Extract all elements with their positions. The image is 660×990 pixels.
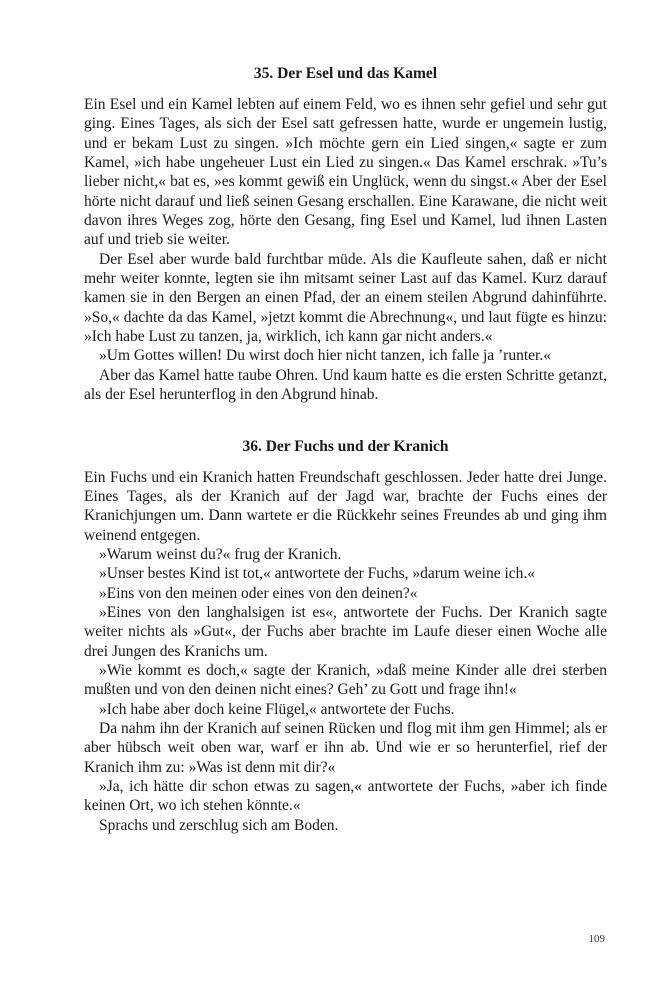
paragraph: »Ja, ich hätte dir schon etwas zu sagen,« antwortete der Fuchs, »aber ich finde keinen Ort, wo ich stehen könnte.« — [84, 778, 607, 815]
paragraph: Ein Fuchs und ein Kranich hatten Freundschaft geschlossen. Jeder hatte drei Junge. Eines Tages, als der Kranich auf der Jagd war, brachte der Fuchs eines der Kranichjungen um. Dann wartete er die Rückkehr seines Freundes ab und ging ihm weinend entgegen. — [84, 468, 607, 544]
paragraph: »Um Gottes willen! Du wirst doch hier nicht tanzen, ich falle ja ’runter.« — [99, 347, 551, 365]
story-title: 35. Der Esel und das Kamel — [253, 65, 438, 82]
paragraph: »Ich habe aber doch keine Flügel,« antwortete der Fuchs. — [99, 700, 455, 718]
paragraph: Aber das Kamel hatte taube Ohren. Und kaum hatte es die ersten Schritte getanzt, als der Esel herunterflog in den Abgrund hinab. — [84, 366, 607, 404]
book-page — [84, 64, 607, 835]
story-title: 36. Der Fuchs und der Kranich — [242, 437, 449, 455]
paragraph: Ein Esel und ein Kamel lebten auf einem Feld, wo es ihnen sehr gefiel und sehr gut ging. Eines Tages, als sich der Esel satt gefressen hatte, wurde er ungemein lustig, und er bekam Lust zu singen. »Ich möchte gern ein Lied singen,« sagte er zum Kamel, »ich habe ungeheuer Lust ein Lied zu singen.« Das Kamel erschrak. »Tu’s lieber nicht,« bat es, »es kommt gewiß ein Unglück, wenn du singst.« Aber der Esel hörte nicht darauf und ließ seinen Gesang erschallen. Eine Karawane, die nicht weit davon ihres Weges zog, hörte den Gesang, fing Esel und Kamel, lud ihnen Lasten auf und trieb sie weiter. — [84, 96, 607, 249]
paragraph: Da nahm ihn der Kranich auf seinen Rücken und flog mit ihm gen Himmel; als er aber hübsch weit oben war, warf er ihn ab. Und wie er so herunterfiel, rief der Kranich ihm zu: »Was ist denn mit dir?« — [84, 719, 607, 776]
story-fuchs-und-kranich — [84, 437, 607, 836]
page-number: 109 — [588, 933, 605, 945]
paragraph: Sprachs und zerschlug sich am Boden. — [99, 816, 339, 834]
paragraph: »Unser bestes Kind ist tot,« antwortete der Fuchs, »darum weine ich.« — [99, 565, 536, 583]
paragraph: »Wie kommt es doch,« sagte der Kranich, »daß meine Kinder alle drei sterben mußten und von den deinen nicht eines? Geh’ zu Gott und frage ihn!« — [84, 661, 607, 699]
paragraph: Der Esel aber wurde bald furchtbar müde. Als die Kaufleute sahen, daß er nicht mehr weiter konnte, legten sie ihn mitsamt seiner Last auf das Kamel. Kurz darauf kamen sie in den Bergen an einen Pfad, der an einem steilen Abgrund dahinführte. »So,« dachte da das Kamel, »jetzt kommt die Abrechnung«, und laut fügte es hinzu: »Ich habe Lust zu tanzen, ja, wirklich, ich kann gar nicht anders.« — [84, 250, 607, 346]
paragraph: »Warum weinst du?« frug der Kranich. — [99, 545, 342, 563]
paragraph: »Eins von den meinen oder eines von den deinen?« — [99, 584, 418, 602]
paragraph: »Eines von den langhalsigen ist es«, antwortete der Fuchs. Der Kranich sagte weiter nichts als »Gut«, der Fuchs aber brachte im Laufe dieser einen Woche alle drei Jungen des Kranichs um. — [84, 603, 607, 660]
story-esel-und-kamel — [84, 64, 607, 405]
